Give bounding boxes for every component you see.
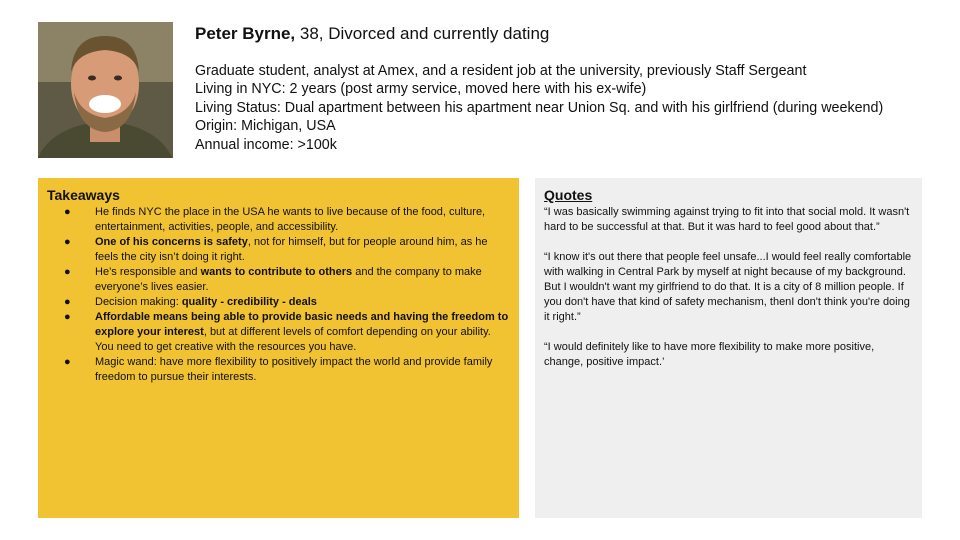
bullet-icon: ●	[64, 266, 71, 278]
profile-photo	[38, 22, 173, 158]
bio-occupation: Graduate student, analyst at Amex, and a resident job at the university, previously Staff Sergeant	[195, 63, 807, 79]
quote-item: “I know it's out there that people feel unsafe...I would feel really comfortable with walking in Central Park by myself at night because of my background. But I wouldn't want my girlfriend to do that. It is a city of 8 million people. If you don't have that kind of safety mechanism, thenI don't think you're doing it right.”	[544, 251, 912, 323]
bullet-icon: ●	[64, 206, 71, 218]
takeaway-item	[47, 355, 509, 385]
takeaway-item	[47, 310, 509, 355]
quote-item: “I was basically swimming against trying to fit into that social mold. It wasn't hard to be successful at that. But it was hard to feel good about that.”	[544, 206, 910, 233]
takeaway-text-bold: wants to contribute to others	[200, 266, 353, 278]
takeaway-text-post: He finds NYC the place in the USA he wants to live because of the food, culture, entertainment, activities, people, and accessibility.	[95, 206, 486, 233]
takeaway-text-post: , but at different levels of comfort depending on your ability. You need to get creative with the resources you have.	[95, 326, 491, 353]
quote-item: “I would definitely like to have more flexibility to make more positive, change, positive impact.’	[544, 341, 875, 368]
person-portrait-icon	[38, 22, 173, 158]
bio-living-status: Living Status: Dual apartment between his apartment near Union Sq. and with his girlfriend (during weekend)	[195, 99, 884, 116]
profile-name: Peter Byrne,	[195, 24, 296, 43]
takeaway-item	[47, 295, 509, 310]
takeaway-text-bold: Affordable means being able to provide basic needs and having the freedom to explore your interest	[95, 311, 509, 338]
takeaways-panel	[38, 178, 519, 518]
takeaway-item	[47, 265, 509, 295]
bio-origin: Origin: Michigan, USA	[195, 118, 336, 135]
bullet-icon: ●	[64, 296, 71, 308]
profile-details: 38, Divorced and currently dating	[295, 24, 550, 43]
takeaway-text-pre: Magic wand: have more flexibility to positively impact the world and provide family freedom to pursue their interests.	[95, 356, 493, 383]
bullet-icon: ●	[64, 311, 71, 323]
bio-income: Annual income: >100k	[195, 136, 337, 153]
profile-header	[195, 22, 895, 154]
profile-name-line	[195, 22, 895, 46]
bullet-icon: ●	[64, 236, 71, 248]
takeaway-item	[47, 235, 509, 265]
quotes-title: Quotes	[544, 187, 593, 203]
bio-living-nyc: Living in NYC: 2 years (post army service, moved here with his ex-wife)	[195, 81, 647, 98]
takeaway-text-post: and the company to make everyone’s lives easier.	[95, 266, 482, 293]
takeaway-text-pre: He’s responsible and	[95, 266, 201, 278]
quotes-panel	[535, 178, 922, 518]
takeaway-text-bold: quality - credibility - deals	[181, 296, 317, 308]
takeaway-text-pre: Decision making:	[95, 296, 182, 308]
takeaways-list	[47, 205, 509, 385]
takeaway-text-bold: One of his concerns is safety	[95, 236, 248, 248]
bullet-icon: ●	[64, 356, 71, 368]
takeaway-item	[47, 205, 509, 235]
takeaways-title: Takeaways	[47, 187, 120, 203]
takeaway-text-post: , not for himself, but for people around him, as he feels the city isn’t doing it right.	[95, 236, 488, 263]
